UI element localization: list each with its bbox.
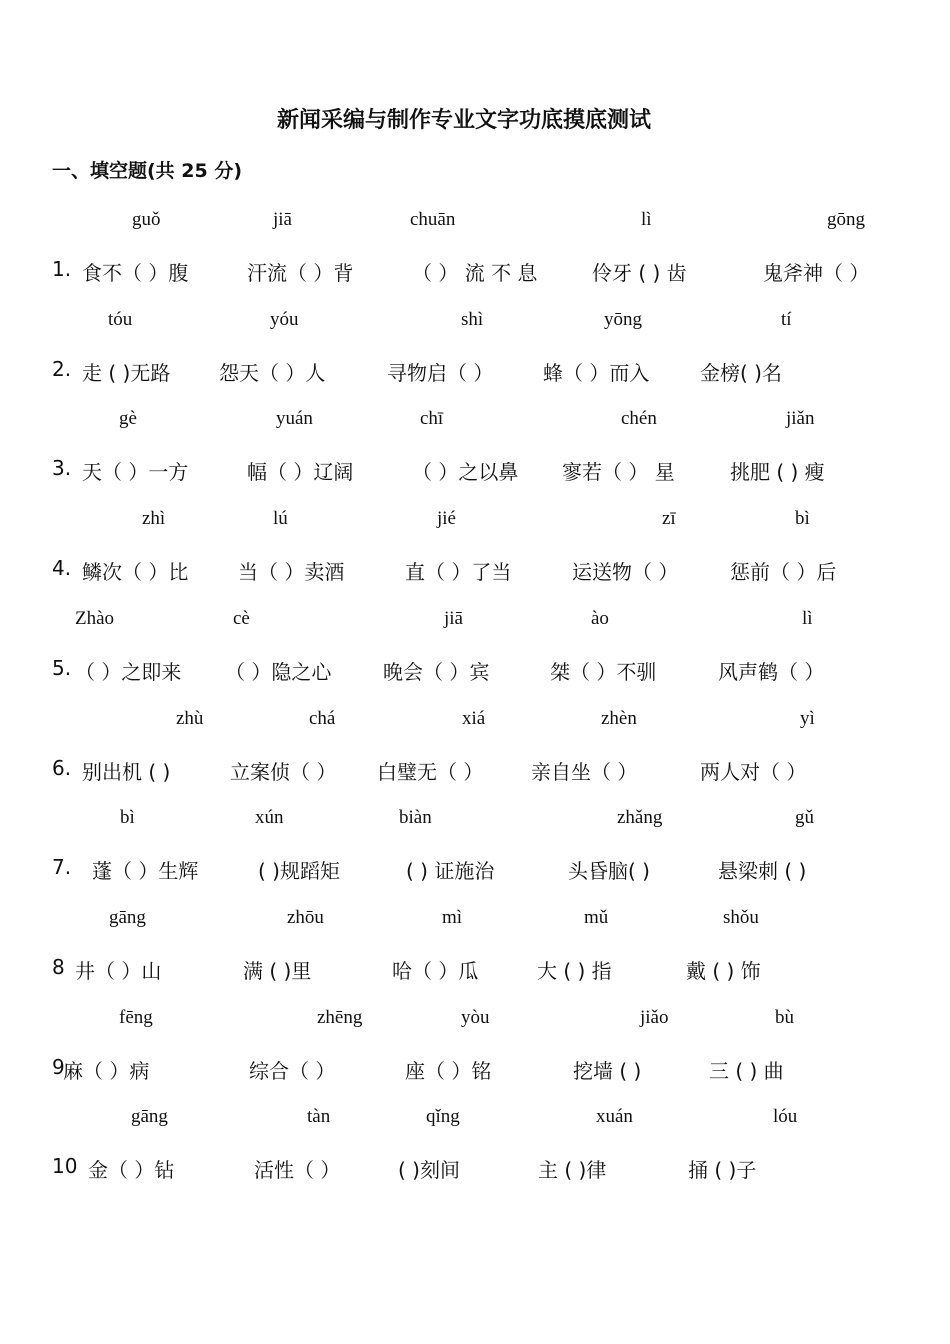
fill-in-blank-item[interactable]: 金榜( )名 <box>700 360 782 385</box>
fill-in-blank-item[interactable]: 白璧无（ ） <box>377 759 484 784</box>
fill-in-blank-item[interactable]: 鬼斧神（ ） <box>763 261 870 285</box>
fill-in-blank-item[interactable]: ( )规蹈矩 <box>258 859 340 884</box>
fill-in-blank-item[interactable]: ( ) 证施治 <box>406 859 495 884</box>
pinyin-hint: shǒu <box>723 906 759 928</box>
pinyin-hint: zī <box>662 508 676 530</box>
pinyin-hint: guǒ <box>132 209 161 230</box>
fill-in-blank-item[interactable]: 伶牙 ( ) 齿 <box>592 261 687 285</box>
pinyin-hint: tóu <box>108 308 133 330</box>
fill-in-blank-item[interactable]: 晚会（ ）宾 <box>383 659 490 684</box>
pinyin-hint: chá <box>309 707 336 729</box>
fill-in-blank-item[interactable]: 蜂（ ）而入 <box>543 360 650 385</box>
pinyin-hint: bì <box>795 508 810 530</box>
fill-in-blank-item[interactable]: 惩前（ ）后 <box>730 560 837 585</box>
fill-in-blank-item[interactable]: 立案侦（ ） <box>230 759 337 784</box>
pinyin-hint: mì <box>442 906 463 928</box>
fill-in-blank-item[interactable]: 金（ ）钻 <box>88 1158 175 1183</box>
pinyin-hint: gōng <box>827 209 865 230</box>
fill-in-blank-item[interactable]: 两人对（ ） <box>700 759 807 784</box>
pinyin-hint: fēng <box>119 1006 153 1028</box>
pinyin-hint: Zhào <box>75 607 115 629</box>
pinyin-hint: yóu <box>270 308 299 330</box>
fill-in-blank-item[interactable]: ( )刻间 <box>398 1158 460 1183</box>
fill-in-blank-item[interactable]: 天（ ）一方 <box>82 460 189 485</box>
fill-in-blank-item[interactable]: 直（ ）了当 <box>405 560 512 585</box>
question-number: 6. <box>52 755 72 780</box>
pinyin-hint: tí <box>781 308 792 330</box>
fill-in-blank-item[interactable]: 当（ ）卖酒 <box>238 560 345 585</box>
fill-in-blank-item[interactable]: 活性（ ） <box>254 1158 341 1183</box>
question-number: 9 <box>52 1054 65 1079</box>
pinyin-hint: gāng <box>109 906 146 928</box>
pinyin-hint: gǔ <box>795 807 814 829</box>
fill-in-blank-item[interactable]: 汗流（ ）背 <box>247 261 354 285</box>
pinyin-hint: bì <box>120 807 135 829</box>
pinyin-hint: gè <box>119 408 137 430</box>
fill-in-blank-item[interactable]: 座（ ）铭 <box>405 1058 492 1083</box>
pinyin-hint: chén <box>621 408 657 430</box>
pinyin-hint: zhēng <box>317 1006 363 1028</box>
question-number: 2. <box>52 356 72 381</box>
fill-in-blank-item[interactable]: （ ）隐之心 <box>225 659 332 684</box>
fill-in-blank-item[interactable]: 风声鹤（ ） <box>718 659 825 684</box>
pinyin-hint: tàn <box>307 1106 331 1128</box>
fill-in-blank-item[interactable]: 捅 ( )子 <box>688 1158 757 1183</box>
fill-in-blank-item[interactable]: 怨天（ ）人 <box>219 360 326 385</box>
fill-in-blank-item[interactable]: 亲自坐（ ） <box>531 759 638 784</box>
pinyin-hint: jiā <box>273 209 292 230</box>
pinyin-hint: jiā <box>444 607 463 629</box>
pinyin-hint: yōng <box>604 308 642 330</box>
fill-in-blank-item[interactable]: 运送物（ ） <box>572 560 679 585</box>
fill-in-blank-item[interactable]: 井（ ）山 <box>75 958 162 983</box>
fill-in-blank-item[interactable]: 麻（ ）病 <box>63 1058 150 1083</box>
fill-in-blank-item[interactable]: （ ） 流 不 息 <box>412 261 538 285</box>
pinyin-hint: xuán <box>596 1106 633 1128</box>
fill-in-blank-item[interactable]: 主 ( )律 <box>538 1158 607 1183</box>
pinyin-hint: lóu <box>773 1106 798 1128</box>
pinyin-hint: gāng <box>131 1106 168 1128</box>
pinyin-hint: xún <box>255 807 284 829</box>
fill-in-blank-item[interactable]: 走 ( )无路 <box>82 360 171 385</box>
fill-in-blank-item[interactable]: 蓬（ ）生辉 <box>92 859 199 884</box>
pinyin-hint: xiá <box>462 707 486 729</box>
pinyin-hint: zhù <box>176 707 204 729</box>
pinyin-hint: shì <box>461 308 484 330</box>
pinyin-hint: yuán <box>276 408 313 430</box>
question-number: 3. <box>52 456 72 481</box>
fill-in-blank-item[interactable]: （ ）之即来 <box>75 659 182 684</box>
pinyin-hint: ào <box>591 607 609 629</box>
fill-in-blank-item[interactable]: 挑肥 ( ) 瘦 <box>730 460 825 485</box>
fill-in-blank-item[interactable]: 食不（ ）腹 <box>82 261 189 285</box>
question-number: 8 <box>52 954 65 979</box>
question-number: 4. <box>52 556 72 581</box>
pinyin-hint: jiǎo <box>640 1006 669 1028</box>
fill-in-blank-item[interactable]: 三 ( ) 曲 <box>709 1058 784 1083</box>
fill-in-blank-item[interactable]: 哈（ ）瓜 <box>392 958 479 983</box>
pinyin-hint: qǐng <box>426 1106 460 1128</box>
pinyin-hint: bù <box>775 1006 794 1028</box>
question-number: 10 <box>52 1154 78 1179</box>
page-title: 新闻采编与制作专业文字功底摸底测试 <box>276 108 651 133</box>
section-heading: 一、填空题(共 25 分) <box>52 160 243 182</box>
pinyin-hint: chuān <box>410 209 456 230</box>
pinyin-hint: zhèn <box>601 707 637 729</box>
pinyin-hint: chī <box>420 408 444 430</box>
pinyin-hint: yòu <box>461 1006 490 1028</box>
fill-in-blank-item[interactable]: 寥若（ ） 星 <box>562 460 675 485</box>
fill-in-blank-item[interactable]: 大 ( ) 指 <box>537 958 612 983</box>
question-number: 7. <box>52 855 72 880</box>
pinyin-hint: mǔ <box>584 906 609 928</box>
pinyin-hint: zhì <box>142 508 166 530</box>
pinyin-hint: zhǎng <box>617 807 663 829</box>
fill-in-blank-item[interactable]: 戴 ( ) 饰 <box>686 958 761 983</box>
fill-in-blank-item[interactable]: （ ）之以鼻 <box>412 460 519 485</box>
question-number: 1. <box>52 257 72 281</box>
pinyin-hint: lì <box>802 607 813 629</box>
fill-in-blank-item[interactable]: 鳞次（ ）比 <box>82 560 189 585</box>
fill-in-blank-item[interactable]: 别出机 ( ) <box>82 759 171 784</box>
fill-in-blank-item[interactable]: 综合（ ） <box>249 1058 336 1083</box>
pinyin-hint: biàn <box>399 807 432 829</box>
pinyin-hint: yì <box>800 707 815 729</box>
pinyin-hint: jiǎn <box>786 408 815 430</box>
fill-in-blank-item[interactable]: 幅（ ）辽阔 <box>247 460 354 485</box>
pinyin-hint: lì <box>641 209 652 230</box>
question-number: 5. <box>52 655 72 680</box>
fill-in-blank-item[interactable]: 悬梁刺 ( ) <box>718 859 807 884</box>
fill-in-blank-item[interactable]: 挖墙 ( ) <box>573 1058 642 1083</box>
pinyin-hint: cè <box>233 607 250 629</box>
fill-in-blank-item[interactable]: 头昏脑( ) <box>568 859 650 884</box>
pinyin-hint: jié <box>437 508 456 530</box>
fill-in-blank-item[interactable]: 满 ( )里 <box>243 958 312 983</box>
fill-in-blank-item[interactable]: 桀（ ）不驯 <box>550 659 657 684</box>
fill-in-blank-item[interactable]: 寻物启（ ） <box>387 360 494 385</box>
pinyin-hint: zhōu <box>287 906 324 928</box>
pinyin-hint: lú <box>273 508 288 530</box>
